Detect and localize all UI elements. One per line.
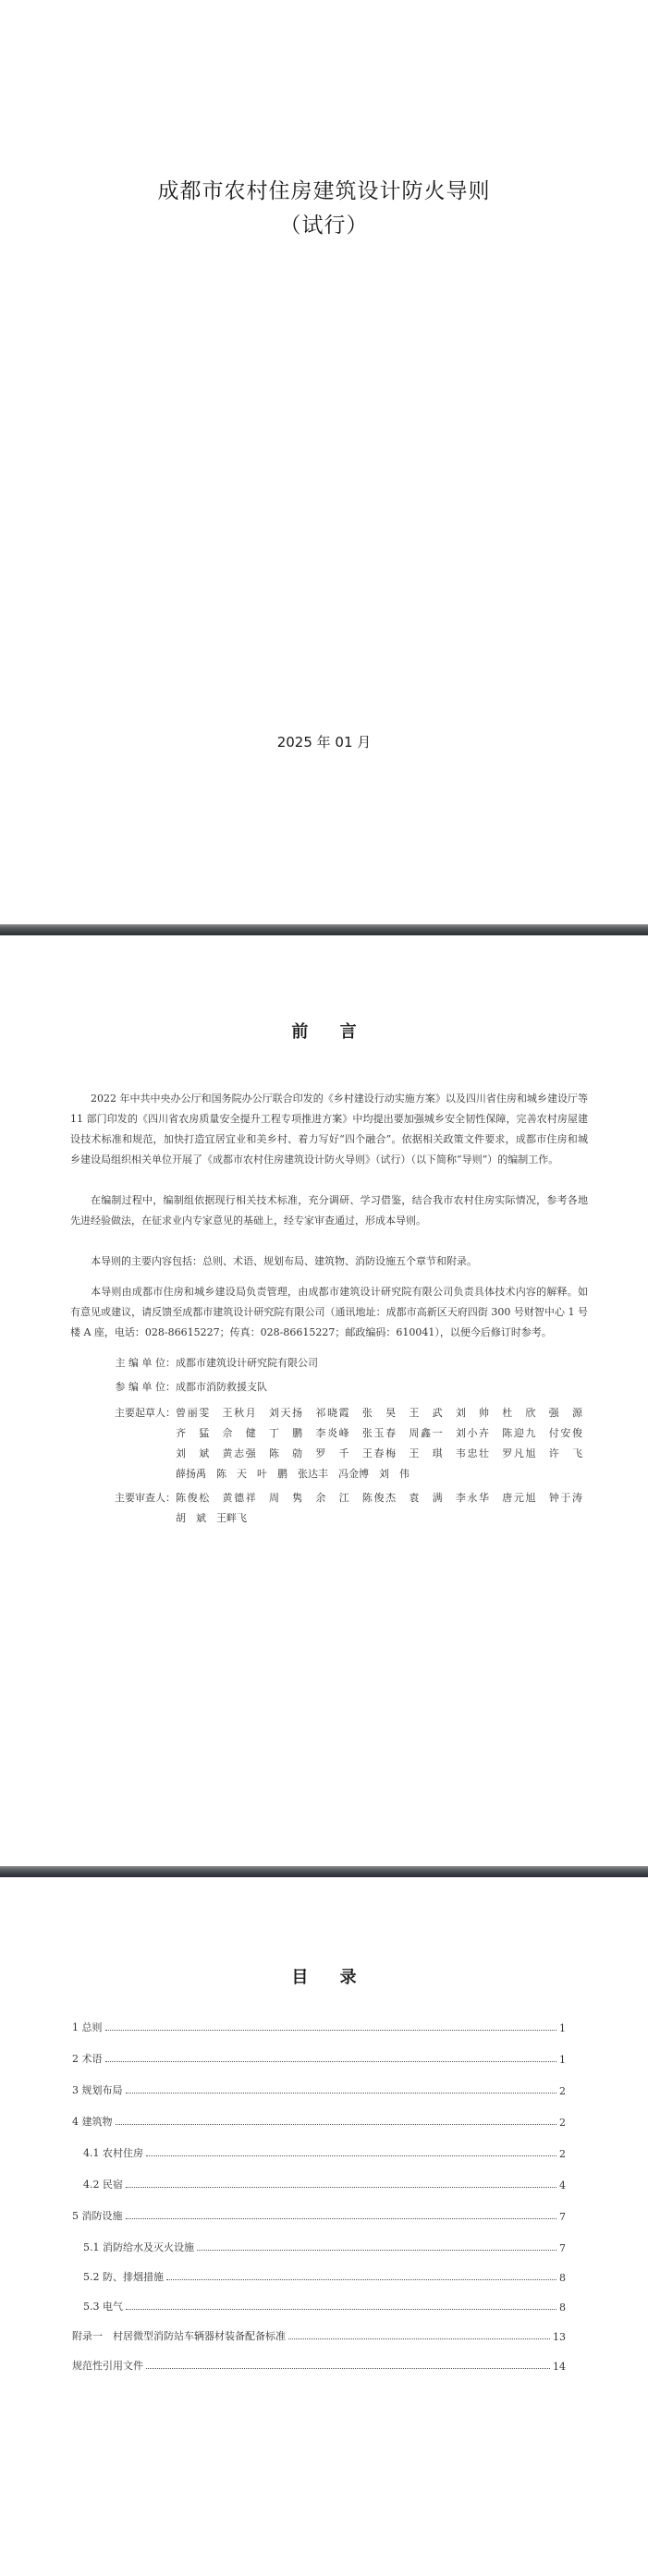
chief-editor-value: 成都市建筑设计研究院有限公司	[176, 1357, 318, 1369]
drafters-label: 主要起草人：	[115, 1407, 176, 1419]
toc-item[interactable]: 5 消防设施 7	[72, 2210, 566, 2223]
preface-paragraph: 本导则由成都市住房和城乡建设局负责管理，由成都市建筑设计研究院有限公司负责具体技术内容的解释。如有意见或建议，请反馈至成都市建筑设计研究院有限公司（通讯地址：成都市高新区天府四街 300 号财智中心 1 号楼 A 座，电话：028-86615227；传真：028-86615227；邮政编码：610041），以便今后修订时参考。	[70, 1286, 588, 1338]
toc-item[interactable]: 5.2 防、排烟措施 8	[83, 2271, 566, 2284]
document-title: 成都市农村住房建筑设计防火导则	[157, 179, 491, 203]
drafters-line: 薛扬禹 陈 天 叶 鹏 张达丰 冯金博 刘 伟	[176, 1468, 410, 1480]
cover-page	[0, 0, 648, 924]
preface-page	[0, 935, 648, 1866]
chief-editor-unit	[98, 1353, 318, 1373]
preface-paragraph: 在编制过程中，编制组依据现行相关技术标准，充分调研、学习借鉴，结合我市农村住房实际情况，参考各地先进经验做法，在征求业内专家意见的基础上，经专家审查通过，形成本导则。	[70, 1194, 588, 1227]
preface-paragraph: 本导则的主要内容包括：总则、术语、规划布局、建筑物、消防设施五个章节和附录。	[91, 1255, 477, 1267]
toc-item[interactable]: 附录一 村居微型消防站车辆器材装备配备标准 13	[72, 2330, 566, 2343]
toc-item[interactable]: 规范性引用文件 14	[72, 2360, 566, 2373]
page-separator	[0, 1866, 648, 1877]
drafters-line: 齐 猛 佘 健 丁 鹏 李炎峰 张玉春 周鑫一 刘小卉 陈迎九 付安俊	[176, 1427, 582, 1439]
page-separator	[0, 924, 648, 935]
participant-label: 参 编 单 位：	[115, 1381, 176, 1393]
preface-paragraph: 2022 年中共中央办公厅和国务院办公厅联合印发的《乡村建设行动实施方案》以及四川省住房和城乡建设厅等 11 部门印发的《四川省农房质量安全提升工程专项推进方案》中均提出要加强城乡安全韧性保障，完善农村房屋建设技术标准和规范，加快打造宜居宜业和美乡村、着力写好“四个融合”。依据相关政策文件要求，成都市住房和城乡建设局组织相关单位开展了《成都市农村住房建筑设计防火导则》（试行）（以下简称“导则”）的编制工作。	[70, 1093, 588, 1166]
toc-item[interactable]: 4.2 民宿 4	[83, 2179, 566, 2191]
toc-heading: 目 录	[291, 1968, 370, 1987]
toc-item[interactable]: 1 总则 1	[72, 2021, 566, 2034]
toc-item[interactable]: 2 术语 1	[72, 2053, 566, 2066]
toc-item[interactable]: 4 建筑物 2	[72, 2116, 566, 2129]
toc-item[interactable]: 5.3 电气 8	[83, 2301, 566, 2314]
reviewers-line: 陈俊松 黄德祥 周 隽 余 江 陈俊杰 袁 满 李永华 唐元旭 钟于涛	[176, 1492, 582, 1504]
participant-value: 成都市消防救援支队	[176, 1381, 267, 1393]
drafters-line: 曾丽雯 王秋月 刘天扬 祁晓霞 张 昊 王 武 刘 帅 杜 欣 强 源	[176, 1407, 582, 1419]
drafters-line: 刘 斌 黄志强 陈 勍 罗 千 王春梅 王 琪 韦忠壮 罗凡旭 许 飞	[176, 1447, 582, 1459]
preface-heading: 前 言	[291, 1022, 370, 1042]
participant-unit	[98, 1377, 267, 1398]
toc-item[interactable]: 5.1 消防给水及灭火设施 7	[83, 2241, 566, 2254]
document-subtitle: （试行）	[279, 214, 369, 238]
publication-date: 2025 年 01 月	[276, 734, 372, 751]
toc-page	[0, 1877, 648, 2576]
reviewers-label: 主要审查人：	[115, 1492, 176, 1504]
chief-editor-label: 主 编 单 位：	[115, 1357, 176, 1369]
reviewers-line: 胡 斌 王畔飞	[176, 1512, 247, 1524]
toc-item[interactable]: 3 规划布局 2	[72, 2084, 566, 2097]
toc-item[interactable]: 4.1 农村住房 2	[83, 2147, 566, 2160]
